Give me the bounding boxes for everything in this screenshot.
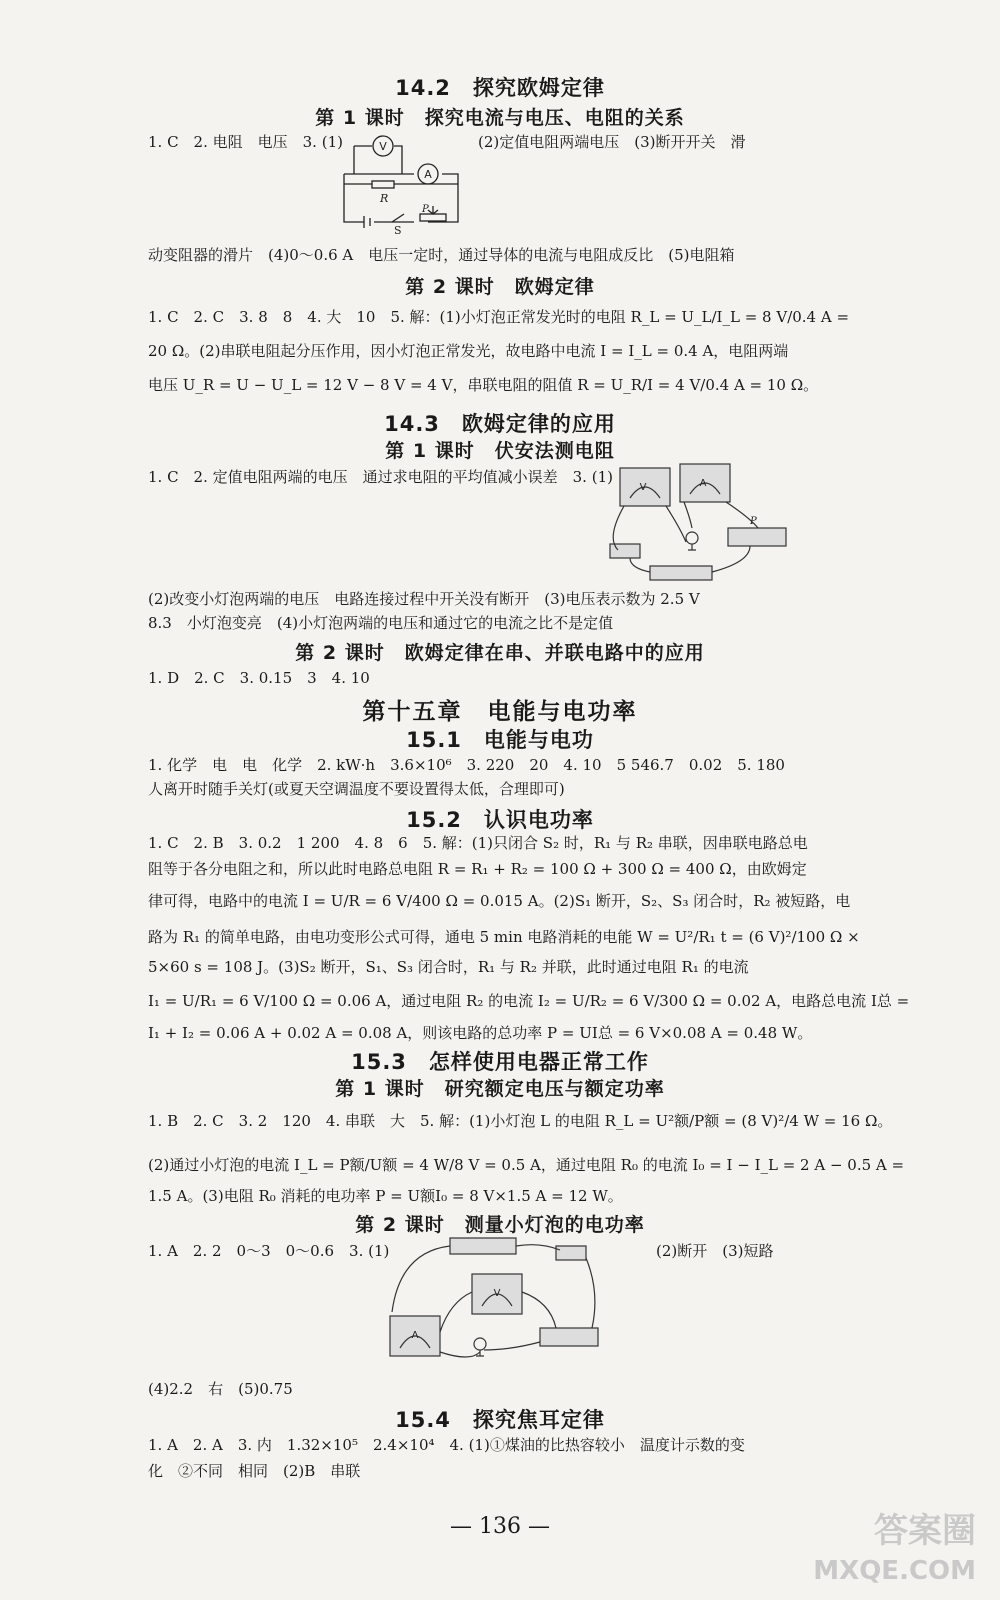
answer-line: I₁ + I₂ = 0.06 A + 0.02 A = 0.08 A，则该电路的总功率 P = UI总 = 6 V×0.08 A = 0.48 W。 — [148, 1024, 813, 1042]
answer-line: 1. A 2. 2 0～3 0～0.6 3. (1) — [148, 1242, 390, 1260]
section-15-1-title: 15.1 电能与电功 — [406, 728, 594, 752]
answer-line: 1. D 2. C 3. 0.15 3 4. 10 — [148, 669, 370, 687]
apparatus-picture-2 — [380, 1232, 610, 1372]
answer-line: 1. C 2. 电阻 电压 3. (1) — [148, 133, 343, 151]
voltmeter-label: V — [379, 140, 387, 153]
section-14-2-title: 14.2 探究欧姆定律 — [395, 76, 605, 100]
section-15-4-title: 15.4 探究焦耳定律 — [395, 1408, 605, 1432]
switch-label: S — [394, 224, 402, 236]
answer-line: 1. C 2. 定值电阻两端的电压 通过求电阻的平均值减小误差 3. (1) — [148, 468, 613, 486]
answer-line: 1. B 2. C 3. 2 120 4. 串联 大 5. 解：(1)小灯泡 L 的电阻 R_L = U²额/P额 = (8 V)²/4 W = 16 Ω。 — [148, 1112, 893, 1130]
answer-line: (2)改变小灯泡两端的电压 电路连接过程中开关没有断开 (3)电压表示数为 2.5 V — [148, 590, 700, 608]
answer-line: I₁ = U/R₁ = 6 V/100 Ω = 0.06 A，通过电阻 R₂ 的电流 I₂ = U/R₂ = 6 V/300 Ω = 0.02 A，电路总电流 I总 = — [148, 992, 910, 1010]
answer-line: (2)定值电阻两端电压 (3)断开开关 滑 — [478, 133, 746, 151]
answer-line: 阻等于各分电阻之和，所以此时电路总电阻 R = R₁ + R₂ = 100 Ω + 300 Ω = 400 Ω，由欧姆定 — [148, 860, 807, 878]
answer-line: 20 Ω。(2)串联电阻起分压作用，因小灯泡正常发光，故电路中电流 I = I_L = 0.4 A，电阻两端 — [148, 342, 789, 360]
answer-line: (2)通过小灯泡的电流 I_L = P额/U额 = 4 W/8 V = 0.5 A，通过电阻 R₀ 的电流 I₀ = I − I_L = 2 A − 0.5 A = — [148, 1156, 905, 1174]
lesson-title: 第 2 课时 欧姆定律在串、并联电路中的应用 — [295, 642, 705, 664]
lesson-title: 第 2 课时 测量小灯泡的电功率 — [355, 1214, 645, 1236]
ammeter-label: A — [424, 168, 432, 181]
answer-line: 1. C 2. B 3. 0.2 1 200 4. 8 6 5. 解：(1)只闭合 S₂ 时，R₁ 与 R₂ 串联，因串联电路总电 — [148, 834, 808, 852]
answer-line: 律可得，电路中的电流 I = U/R = 6 V/400 Ω = 0.015 A。(2)S₁ 断开，S₂、S₃ 闭合时，R₂ 被短路，电 — [148, 892, 851, 910]
apparatus-picture-1 — [600, 458, 800, 586]
answer-line: 1.5 A。(3)电阻 R₀ 消耗的电功率 P = U额I₀ = 8 V×1.5 A = 12 W。 — [148, 1187, 623, 1205]
watermark-logo: 答案圈 — [874, 1511, 976, 1551]
slider-label: P — [422, 204, 429, 215]
answer-line: 8.3 小灯泡变亮 (4)小灯泡两端的电压和通过它的电流之比不是定值 — [148, 614, 614, 632]
answer-line: 电压 U_R = U − U_L = 12 V − 8 V = 4 V，串联电阻的阻值 R = U_R/I = 4 V/0.4 A = 10 Ω。 — [148, 376, 819, 394]
meter-a-label: A — [411, 1330, 419, 1341]
section-14-3-title: 14.3 欧姆定律的应用 — [384, 412, 616, 436]
answer-line: (2)断开 (3)短路 — [656, 1242, 774, 1260]
answer-line: 路为 R₁ 的简单电路，由电功变形公式可得，通电 5 min 电路消耗的电能 W = U²/R₁ t = (6 V)²/100 Ω × — [148, 928, 860, 946]
meter-a-label: A — [699, 478, 707, 489]
answer-line: 人离开时随手关灯(或夏天空调温度不要设置得太低，合理即可) — [148, 780, 565, 798]
answer-line: (4)2.2 右 (5)0.75 — [148, 1380, 293, 1398]
answer-line: 5×60 s = 108 J。(3)S₂ 断开，S₁、S₃ 闭合时，R₁ 与 R₂ 并联，此时通过电阻 R₁ 的电流 — [148, 958, 749, 976]
answer-line: 动变阻器的滑片 (4)0～0.6 A 电压一定时，通过导体的电流与电阻成反比 (5)电阻箱 — [148, 246, 735, 264]
answer-line: 1. A 2. A 3. 内 1.32×10⁵ 2.4×10⁴ 4. (1)①煤油的比热容较小 温度计示数的变 — [148, 1436, 745, 1454]
answer-line: 1. C 2. C 3. 8 8 4. 大 10 5. 解：(1)小灯泡正常发光时的电阻 R_L = U_L/I_L = 8 V/0.4 A = — [148, 308, 850, 326]
page-number: — 136 — — [450, 1514, 550, 1539]
lesson-title: 第 1 课时 伏安法测电阻 — [385, 440, 615, 462]
circuit-diagram — [338, 126, 468, 236]
chapter-15-title: 第十五章 电能与电功率 — [362, 699, 638, 725]
section-15-2-title: 15.2 认识电功率 — [406, 808, 594, 832]
answer-line: 化 ②不同 相同 (2)B 串联 — [148, 1462, 361, 1480]
lesson-title: 第 1 课时 探究电流与电压、电阻的关系 — [315, 107, 685, 129]
watermark-url: MXQE.COM — [813, 1556, 976, 1586]
lesson-title: 第 1 课时 研究额定电压与额定功率 — [335, 1078, 665, 1100]
meter-v-label: V — [639, 482, 647, 493]
meter-v-label: V — [493, 1288, 501, 1299]
answer-line: 1. 化学 电 电 化学 2. kW·h 3.6×10⁶ 3. 220 20 4. 10 5 546.7 0.02 5. 180 — [148, 756, 785, 774]
resistor-label: R — [380, 192, 389, 205]
slider-label: P — [750, 516, 757, 527]
section-15-3-title: 15.3 怎样使用电器正常工作 — [351, 1050, 649, 1074]
lesson-title: 第 2 课时 欧姆定律 — [405, 276, 595, 298]
